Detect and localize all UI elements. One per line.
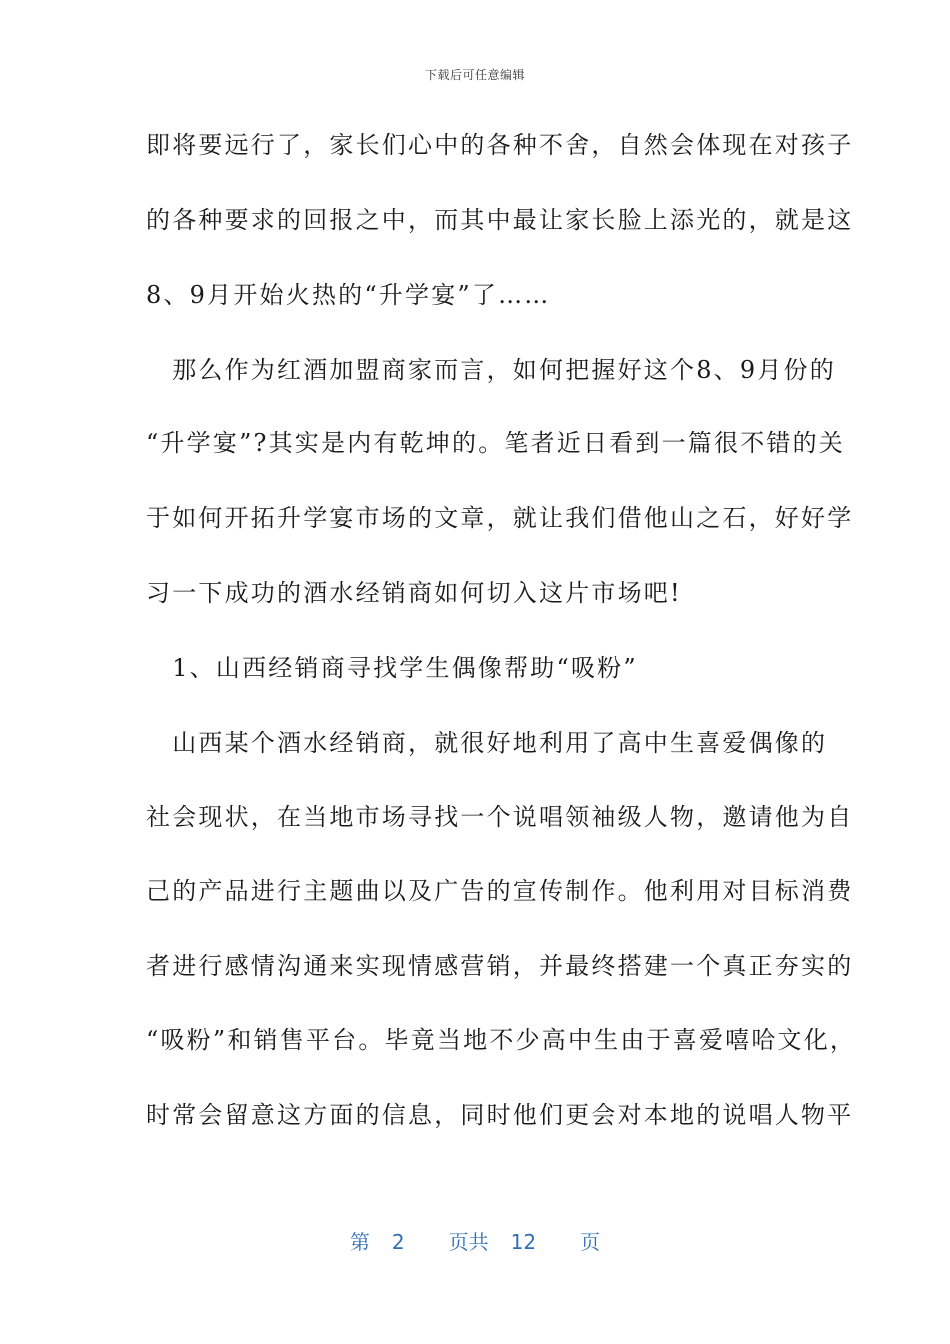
footer-total-pages: 12	[510, 1230, 537, 1254]
paragraph-line: 于如何开拓升学宴市场的文章，就让我们借他山之石，好好学	[146, 504, 854, 532]
footer-prefix: 第	[349, 1230, 370, 1254]
paragraph-line: 社会现状，在当地市场寻找一个说唱领袖级人物，邀请他为自	[146, 803, 854, 831]
page-footer	[0, 1226, 950, 1255]
paragraph-line: 习一下成功的酒水经销商如何切入这片市场吧!	[146, 579, 682, 607]
paragraph-line: 的各种要求的回报之中，而其中最让家长脸上添光的，就是这	[146, 206, 854, 234]
paragraph-line: 8、9月开始火热的“升学宴”了……	[146, 281, 551, 309]
footer-page-number: 2	[391, 1230, 405, 1254]
paragraph-line: “吸粉”和销售平台。毕竟当地不少高中生由于喜爱嘻哈文化，	[146, 1026, 857, 1054]
paragraph-line: 者进行感情沟通来实现情感营销，并最终搭建一个真正夯实的	[146, 952, 854, 980]
paragraph-line: 山西某个酒水经销商，就很好地利用了高中生喜爱偶像的	[146, 729, 828, 757]
footer-middle: 页共	[448, 1230, 489, 1254]
paragraph-line: 时常会留意这方面的信息，同时他们更会对本地的说唱人物平	[146, 1101, 854, 1129]
footer-suffix: 页	[580, 1230, 601, 1254]
paragraph-line: 即将要远行了，家长们心中的各种不舍，自然会体现在对孩子	[146, 131, 854, 159]
page-header-note: 下载后可任意编辑	[424, 68, 525, 82]
paragraph-line: 那么作为红酒加盟商家而言，如何把握好这个8、9月份的	[146, 356, 836, 384]
paragraph-line: “升学宴”?其实是内有乾坤的。笔者近日看到一篇很不错的关	[146, 429, 846, 457]
paragraph-line: 己的产品进行主题曲以及广告的宣传制作。他利用对目标消费	[146, 877, 854, 905]
section-heading: 1、山西经销商寻找学生偶像帮助“吸粉”	[146, 654, 638, 682]
